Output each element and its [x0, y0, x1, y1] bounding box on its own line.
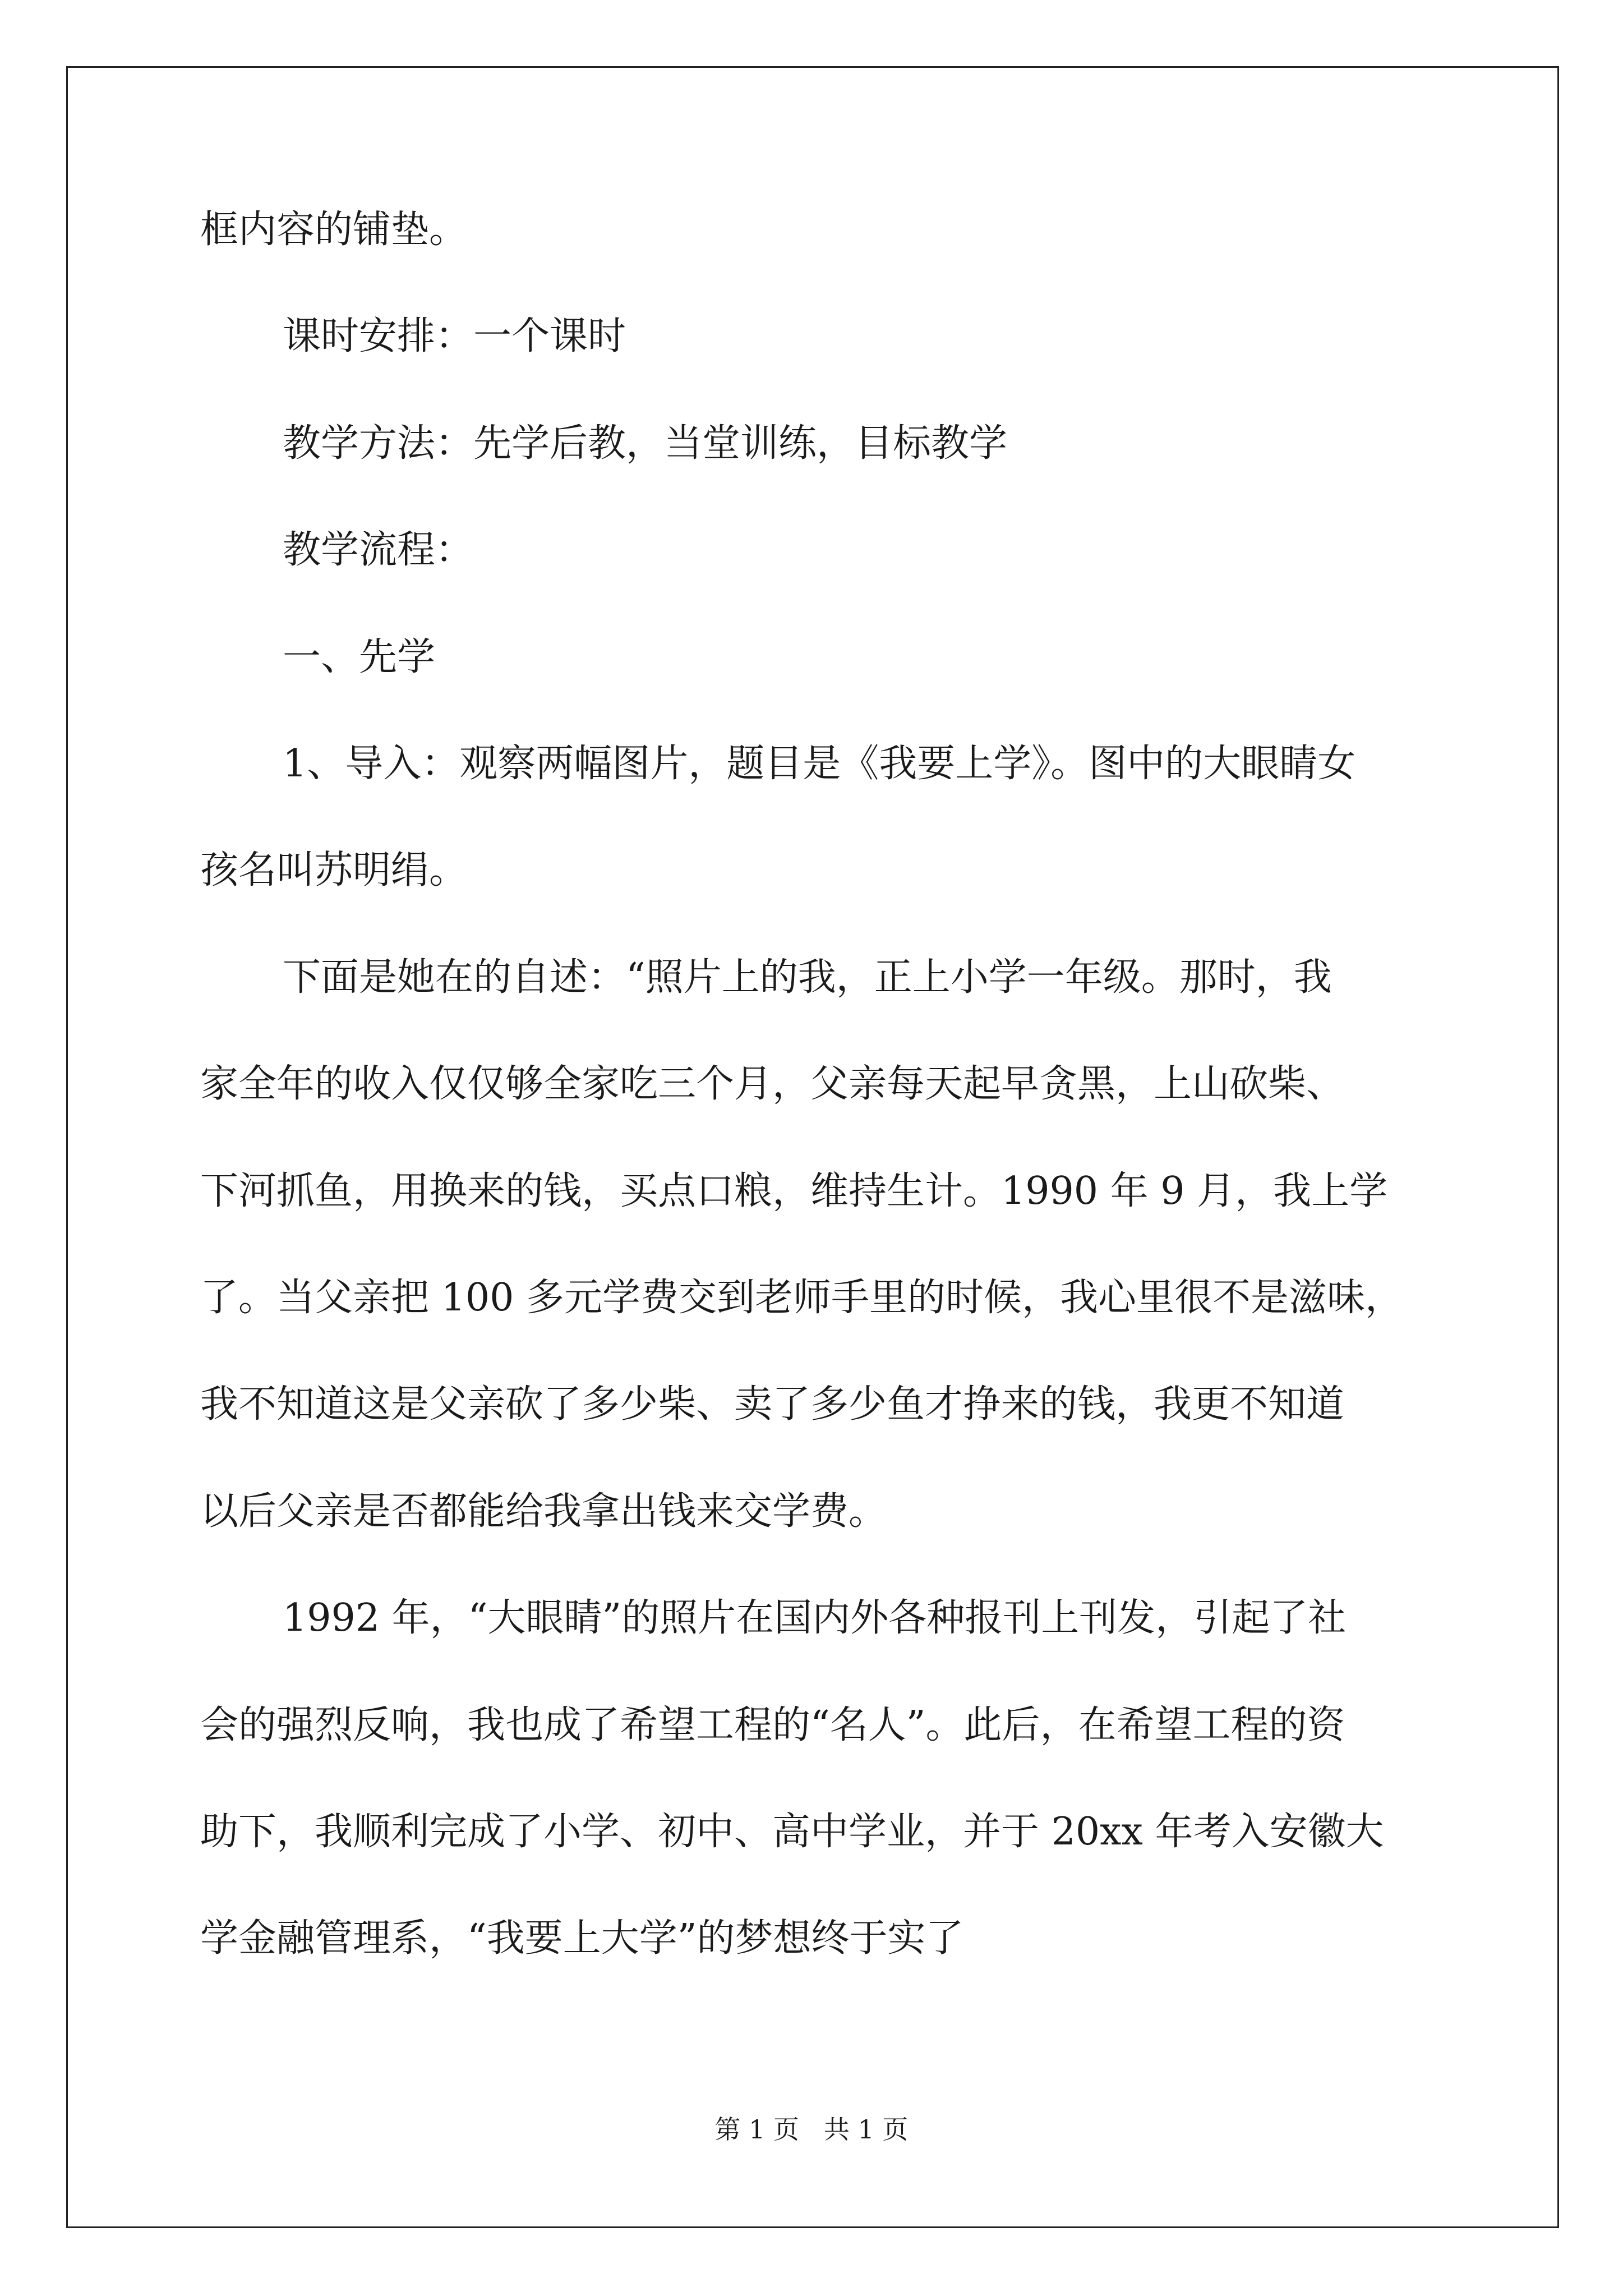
text-line: 我不知道这是父亲砍了多少柴、卖了多少鱼才挣来的钱，我更不知道	[200, 1382, 1345, 1427]
text-line: 下面是她在的自述：“照片上的我，正上小学一年级。那时，我	[283, 955, 1332, 1000]
text-line: 教学方法：先学后教，当堂训练，目标教学	[283, 421, 1008, 466]
text-line: 会的强烈反响，我也成了希望工程的“名人”。此后，在希望工程的资	[200, 1703, 1345, 1747]
text-line: 了。当父亲把 100 多元学费交到老师手里的时候，我心里很不是滋味，	[200, 1276, 1404, 1320]
text-line: 课时安排：一个课时	[283, 314, 626, 358]
text-line: 1992 年，“大眼睛”的照片在国内外各种报刊上刊发，引起了社	[283, 1596, 1347, 1640]
text-line: 一、先学	[283, 635, 436, 679]
text-line: 助下，我顺利完成了小学、初中、高中学业，并于 20xx 年考入安徽大	[200, 1810, 1384, 1854]
text-line: 教学流程：	[283, 528, 474, 572]
text-line: 下河抓鱼，用换来的钱，买点口粮，维持生计。1990 年 9 月，我上学	[200, 1169, 1388, 1213]
text-line: 家全年的收入仅仅够全家吃三个月，父亲每天起早贪黑，上山砍柴、	[200, 1062, 1345, 1106]
text-line: 框内容的铺垫。	[200, 208, 468, 252]
text-line: 以后父亲是否都能给我拿出钱来交学费。	[200, 1489, 887, 1534]
page-footer: 第 1 页 共 1 页	[714, 2114, 909, 2145]
text-line: 1、导入：观察两幅图片，题目是《我要上学》。图中的大眼睛女	[283, 742, 1356, 786]
page-border	[66, 66, 1559, 2228]
text-line: 学金融管理系，“我要上大学”的梦想终于实了	[200, 1916, 964, 1961]
text-line: 孩名叫苏明绢。	[200, 848, 468, 892]
